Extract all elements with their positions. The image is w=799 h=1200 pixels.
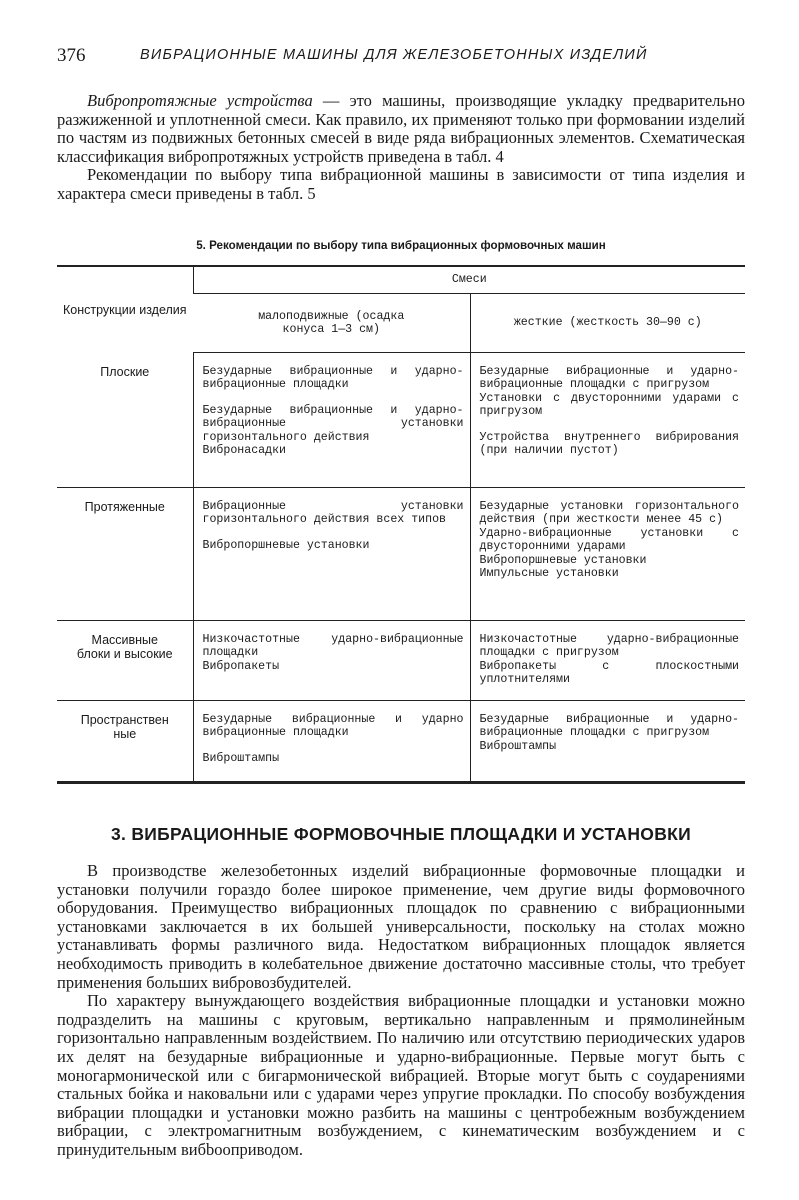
- cell-entry: Безударные установки горизонтального действия (при жесткости менее 45 с): [479, 500, 740, 527]
- column-header-mixes: Смеси: [193, 266, 745, 294]
- cell-mobile-mix: [193, 488, 470, 621]
- row-construction-label: [57, 621, 193, 701]
- body-paragraph: По характеру вынуждающего воздействия вибрационные площадки и установки можно подразделить на машины с круговым, вертикально направленным и прямолинейным горизонтально направленным воздействием. По наличию или отсутствию периодических ударов их делят на безударные вибрационные и ударно-вибрационные. Первые могут быть с моногармонической или с бигармонической вибрацией. Вторые могут быть с соударениями стальных бойка и наковальни или с ударами через упругие прокладки. По способу возбуждения вибрации площадки и установки можно разбить на машины с центробежным возбуждением вибрации, с электромагнитным возбуждением, с кинематическим возбуждением и с принудительным вибbooприводом.: [57, 991, 745, 1159]
- cell-mobile-mix: [193, 701, 470, 783]
- cell-entry: Вибрационные установки горизонтального действия всех типов: [202, 500, 464, 527]
- cell-stiff-mix: [470, 701, 745, 783]
- row-construction-label-text: Массивные блоки и высокие: [76, 633, 173, 661]
- cell-entry: Вибропакеты с плоскостными уплотнителями: [479, 659, 740, 687]
- cell-entry: Безударные вибрационные и ударно-вибрационные площадки: [202, 365, 464, 392]
- intro-paragraph: [57, 92, 745, 166]
- row-construction-label: Протяженные: [57, 488, 193, 621]
- table-row: [57, 353, 745, 488]
- running-title: ВИБРАЦИОННЫЕ МАШИНЫ ДЛЯ ЖЕЛЕЗОБЕТОННЫХ ИЗДЕЛИЙ: [140, 47, 648, 63]
- cell-entry: Низкочастотные ударно-вибрационные площадки: [202, 633, 464, 660]
- cell-entry: Безударные вибрационные и ударно-вибрационные площадки с пригрузом: [479, 365, 740, 392]
- cell-entry: Виброштампы: [479, 739, 557, 753]
- table-title: 5. Рекомендации по выбору типа вибрационных формовочных машин: [196, 239, 606, 252]
- cell-entry: Низкочастотные ударно-вибрационные площадки с пригрузом: [479, 633, 740, 660]
- column-header-mobile-mix-label: малоподвижные (осадка конуса 1—3 см): [258, 309, 405, 336]
- section-heading: 3. ВИБРАЦИОННЫЕ ФОРМОВОЧНЫЕ ПЛОЩАДКИ И УСТАНОВКИ: [110, 824, 691, 844]
- term-vibroprotyazhnye: Вибропротяжные устройства: [87, 91, 313, 110]
- row-construction-label-text: Пространственные: [80, 713, 169, 741]
- body-paragraph: В производстве железобетонных изделий вибрационные формовочные площадки и установки получили гораздо более широкое применение, чем другие виды формовочного оборудования. Преимущество вибрационных площадок по сравнению с вибрационными установками заключается в их большей универсальности, поскольку на столах можно устанавливать формы различного вида. Недостатком вибрационных площадок является необходимость приводить в колебательное движение достаточно массивные столы, что требует применения больших вибровозбудителей.: [57, 861, 745, 992]
- row-construction-label: [57, 701, 193, 783]
- intro-paragraph: Рекомендации по выбору типа вибрационной машины в зависимости от типа изделия и характера смеси приведены в табл. 5: [57, 165, 745, 203]
- cell-stiff-mix: [470, 621, 745, 701]
- page-number: 376: [57, 45, 86, 66]
- table-row: [57, 701, 745, 783]
- cell-entry: Вибропоршневые установки: [202, 538, 370, 552]
- section-body: [57, 862, 745, 1160]
- cell-entry: Безударные вибрационные и ударно-вибрационные установки горизонтального действия: [202, 403, 464, 444]
- cell-entry: Импульсные установки: [479, 567, 619, 581]
- cell-entry: Безударные вибрационные и ударно-вибрационные площадки с пригрузом: [479, 713, 740, 740]
- cell-mobile-mix: [193, 353, 470, 488]
- cell-entry: Ударно-вибрационные установки с двусторонними ударами: [479, 526, 740, 554]
- recommendation-table: [57, 265, 745, 784]
- cell-mobile-mix: [193, 621, 470, 701]
- cell-entry: Вибропоршневые установки: [479, 553, 647, 567]
- table-row: [57, 621, 745, 701]
- column-header-mobile-mix: [193, 294, 470, 353]
- table-row: [57, 488, 745, 621]
- row-construction-label: Плоские: [100, 364, 150, 379]
- cell-entry: Установки с двусторонними ударами с пригрузом: [479, 391, 740, 419]
- cell-entry: Безударные вибрационные и ударно вибрационные площадки: [202, 713, 464, 740]
- intro-paragraph-text: — это машины, производящие укладку предварительно разжиженной и уплотненной смеси. Как правило, их применяют только при формовании изделий по частям из подвижных бетонных смесей в виде ряда вибрационных элементов. Схематическая классификация вибропротяжных устройств приведена в табл. 4: [57, 91, 745, 166]
- cell-stiff-mix: [470, 488, 745, 621]
- intro-text: [57, 92, 745, 204]
- cell-entry: Устройства внутреннего вибрирования (при наличии пустот): [479, 430, 740, 458]
- cell-entry: Виброштампы: [202, 751, 280, 765]
- cell-entry: Вибропакеты: [202, 659, 280, 673]
- column-header-stiff-mix: жесткие (жесткость 30—90 с): [470, 294, 745, 353]
- column-header-construction: Конструкции изделия: [57, 266, 193, 353]
- cell-entry: Вибронасадки: [202, 444, 286, 458]
- cell-stiff-mix: [470, 353, 745, 488]
